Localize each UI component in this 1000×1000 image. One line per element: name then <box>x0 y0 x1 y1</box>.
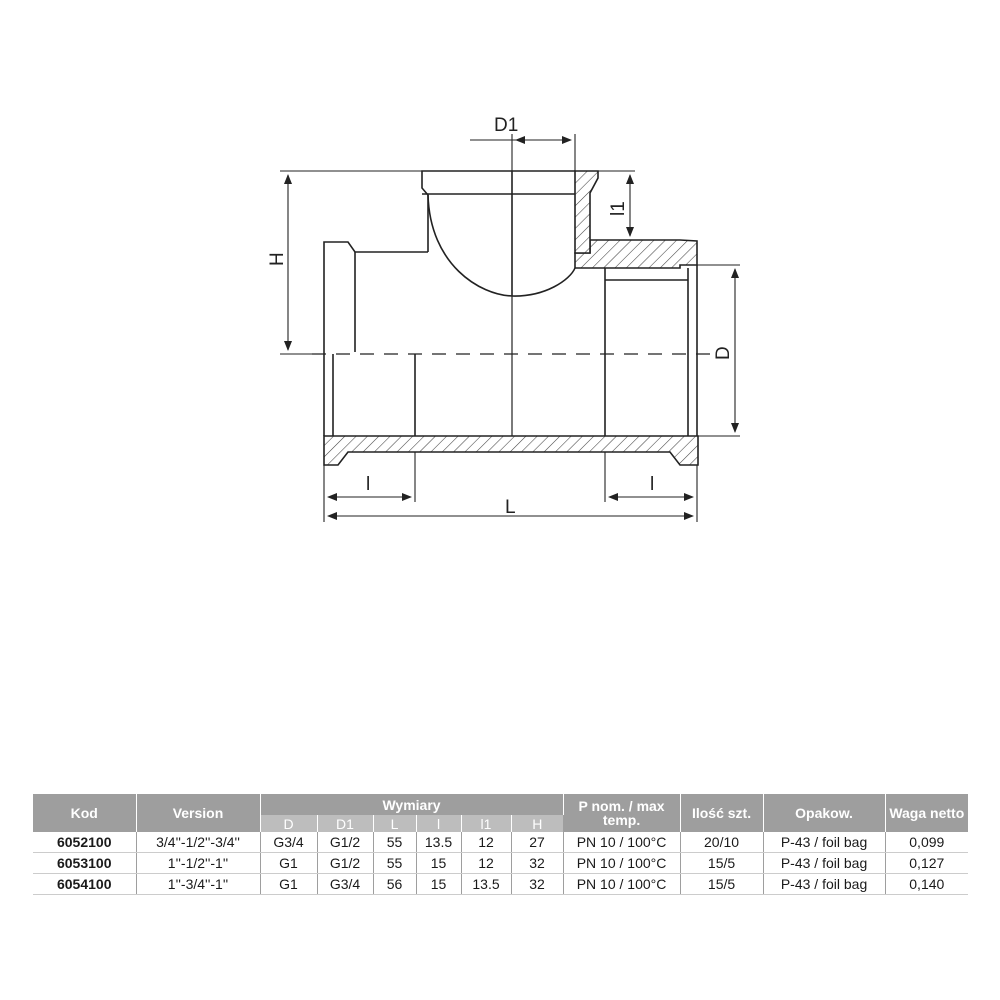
cell-D: G1 <box>260 874 317 895</box>
right-wall-section <box>575 240 697 268</box>
dim-label-L: L <box>505 497 516 518</box>
cell-kod: 6053100 <box>33 853 136 874</box>
dim-label-l-right: l <box>650 474 655 495</box>
cell-l1: 12 <box>461 832 511 853</box>
left-run-outline <box>324 242 428 436</box>
cell-L: 55 <box>373 832 416 853</box>
subheader-D: D <box>260 815 317 832</box>
table-row <box>33 874 968 895</box>
cell-l: 15 <box>416 874 461 895</box>
table-row <box>33 832 968 853</box>
cell-ilosc: 15/5 <box>680 874 763 895</box>
cell-l: 13.5 <box>416 832 461 853</box>
dim-label-H: H <box>267 252 288 266</box>
fitting-body <box>312 171 710 465</box>
cell-kod: 6054100 <box>33 874 136 895</box>
subheader-l1: l1 <box>461 815 511 832</box>
header-ilosc: Ilość szt. <box>680 794 763 832</box>
cell-D1: G1/2 <box>317 853 373 874</box>
dim-label-l-left: l <box>366 474 371 495</box>
cell-ilosc: 20/10 <box>680 832 763 853</box>
header-opakow: Opakow. <box>763 794 885 832</box>
subheader-L: L <box>373 815 416 832</box>
dimensions <box>280 134 740 522</box>
cell-D1: G3/4 <box>317 874 373 895</box>
cell-version: 3/4''-1/2''-3/4'' <box>136 832 260 853</box>
cell-pnom: PN 10 / 100°C <box>563 874 680 895</box>
cell-opakow: P-43 / foil bag <box>763 832 885 853</box>
spec-table <box>33 794 968 895</box>
subheader-D1: D1 <box>317 815 373 832</box>
table-row <box>33 853 968 874</box>
header-pnom: P nom. / max temp. <box>563 794 680 832</box>
bottom-wall-section <box>324 436 698 465</box>
cell-l: 15 <box>416 853 461 874</box>
cell-l1: 12 <box>461 853 511 874</box>
cell-ilosc: 15/5 <box>680 853 763 874</box>
cell-version: 1''-1/2''-1'' <box>136 853 260 874</box>
header-version: Version <box>136 794 260 832</box>
cell-waga: 0,140 <box>885 874 968 895</box>
dim-label-D: D <box>713 346 734 360</box>
cell-H: 32 <box>511 853 563 874</box>
cell-l1: 13.5 <box>461 874 511 895</box>
dim-label-D1: D1 <box>494 115 519 136</box>
cell-H: 27 <box>511 832 563 853</box>
cell-L: 55 <box>373 853 416 874</box>
subheader-H: H <box>511 815 563 832</box>
cell-D: G3/4 <box>260 832 317 853</box>
cell-pnom: PN 10 / 100°C <box>563 832 680 853</box>
cell-opakow: P-43 / foil bag <box>763 853 885 874</box>
cell-waga: 0,127 <box>885 853 968 874</box>
cell-H: 32 <box>511 874 563 895</box>
header-waga: Waga netto <box>885 794 968 832</box>
cell-pnom: PN 10 / 100°C <box>563 853 680 874</box>
cell-version: 1''-3/4''-1'' <box>136 874 260 895</box>
header-wymiary: Wymiary <box>260 794 563 815</box>
cell-D1: G1/2 <box>317 832 373 853</box>
cell-D: G1 <box>260 853 317 874</box>
cell-opakow: P-43 / foil bag <box>763 874 885 895</box>
cell-kod: 6052100 <box>33 832 136 853</box>
subheader-l: l <box>416 815 461 832</box>
dim-label-l1: l1 <box>608 201 629 216</box>
cell-L: 56 <box>373 874 416 895</box>
cell-waga: 0,099 <box>885 832 968 853</box>
header-kod: Kod <box>33 794 136 832</box>
branch-outline <box>422 171 575 252</box>
